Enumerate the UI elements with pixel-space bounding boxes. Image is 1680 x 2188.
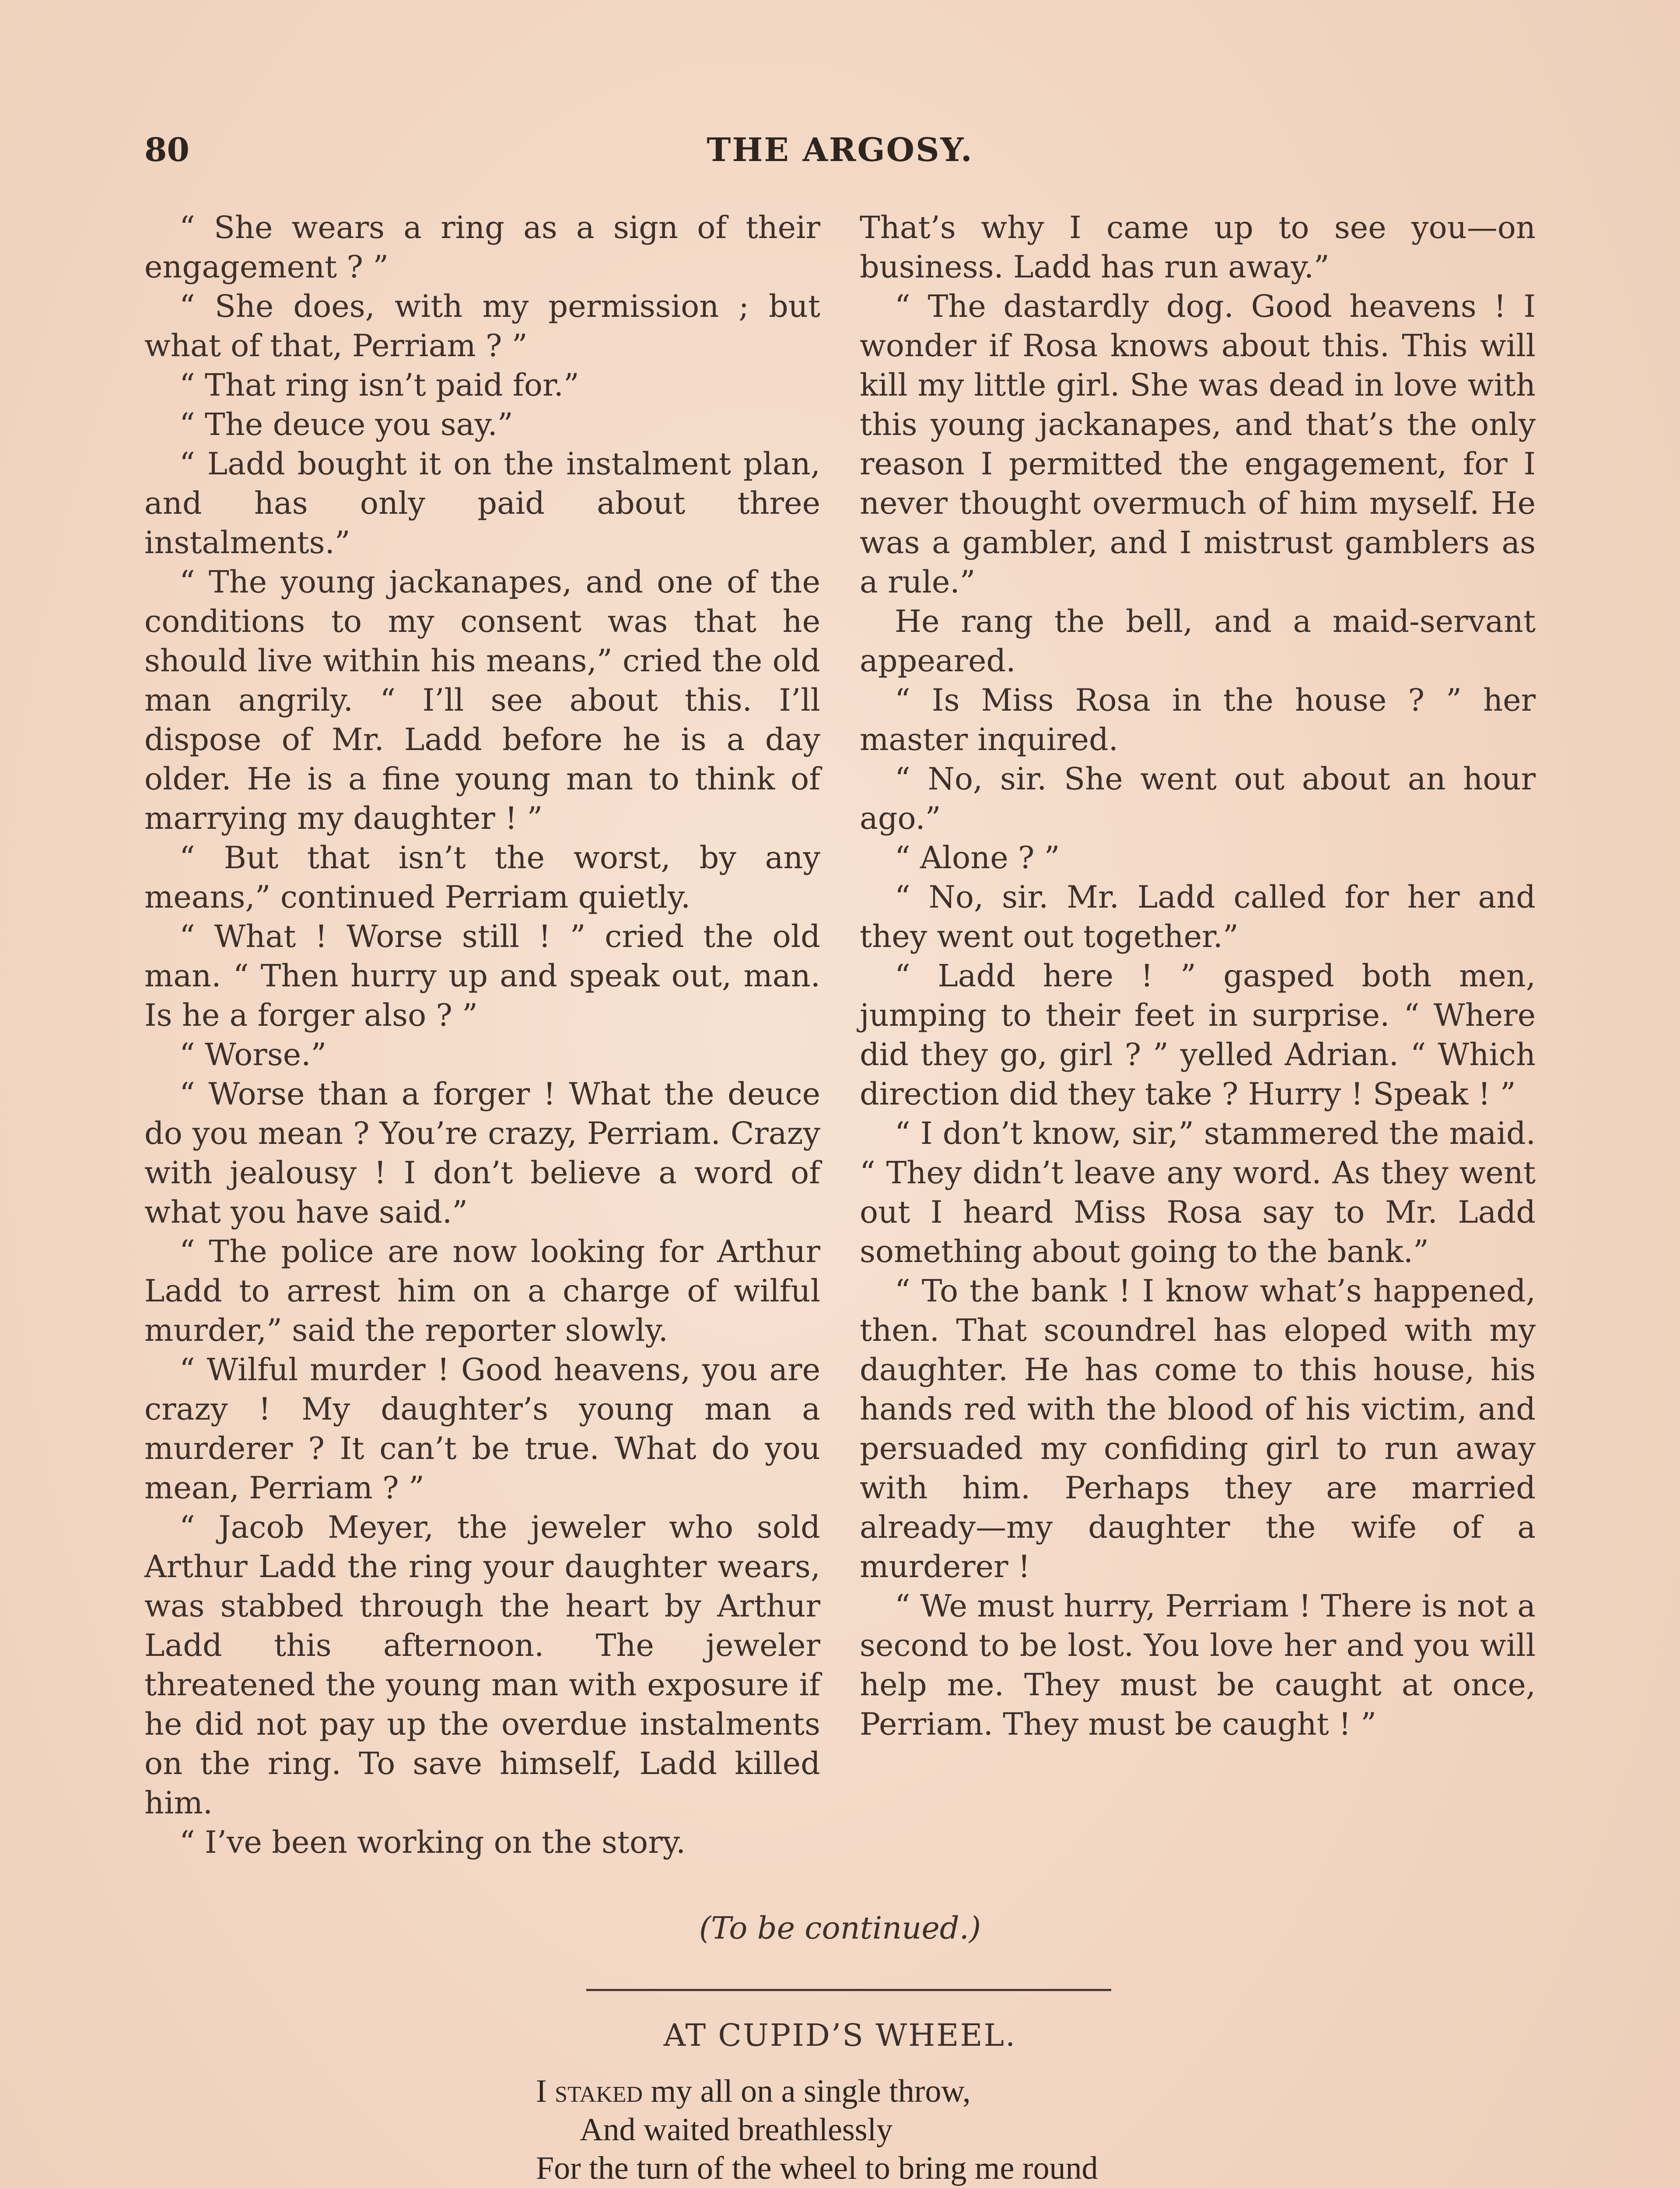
poem-line	[536, 2072, 1323, 2111]
paragraph: “ The young jackanapes, and one of the conditions to my consent was that he should live within his means,” cried the old man angrily. “ I’ll see about this. I’ll dispose of Mr. Ladd before he is a day older. He is a fine young man to think of marrying my daughter ! ”	[144, 564, 820, 836]
paragraph: “ I don’t know, sir,” stammered the maid. “ They didn’t leave any word. As they went out I heard Miss Rosa say to Mr. Ladd something about going to the bank.”	[860, 1115, 1536, 1269]
story-columns	[144, 208, 1536, 1906]
to-be-continued-note: (To be continued.)	[699, 1910, 981, 1946]
journal-title: THE ARGOSY.	[707, 131, 973, 169]
right-column	[860, 208, 1536, 1906]
section-divider	[586, 1989, 1111, 1991]
paragraph: “ The dastardly dog. Good heavens ! I wonder if Rosa knows about this. This will kill my little girl. She was dead in love with this young jackanapes, and that’s the only reason I permitted the engagement, for I never thought overmuch of him myself. He was a gambler, and I mistrust gamblers as a rule.”	[860, 288, 1536, 600]
poem-line: For the turn of the wheel to bring me round	[536, 2150, 1098, 2186]
paragraph-continuation: That’s why I came up to see you—on business. Ladd has run away.”	[860, 210, 1536, 285]
paragraph: “ Is Miss Rosa in the house ? ” her master inquired.	[860, 682, 1536, 757]
paragraph: “ To the bank ! I know what’s happened, then. That scoundrel has eloped with my daughter. He has come to this house, his hands red with the blood of his victim, and persuaded my confiding girl to run away with him. Perhaps they are married already—my daughter the wife of a murderer !	[860, 1273, 1536, 1585]
paragraph: “ What ! Worse still ! ” cried the old man. “ Then hurry up and speak out, man. Is he a forger also ? ”	[144, 919, 820, 1033]
poem-first-words: I staked	[536, 2073, 643, 2109]
paragraph: “ I’ve been working on the story.	[179, 1824, 686, 1860]
paragraph: “ She does, with my permission ; but what of that, Perriam ? ”	[144, 288, 820, 364]
paragraph: “ No, sir. She went out about an hour ago.”	[860, 761, 1536, 836]
paragraph: “ No, sir. Mr. Ladd called for her and they went out together.”	[860, 879, 1536, 954]
paragraph: “ Ladd bought it on the instalment plan, and has only paid about three instalments.”	[144, 446, 820, 561]
poem-line: And waited breathlessly	[580, 2112, 893, 2148]
paragraph: He rang the bell, and a maid-servant appeared.	[860, 603, 1536, 679]
poem-title: AT CUPID’S WHEEL.	[663, 2017, 1017, 2053]
paragraph: “ Wilful murder ! Good heavens, you are crazy ! My daughter’s young man a murderer ? It can’t be true. What do you mean, Perriam ? ”	[144, 1352, 820, 1506]
left-column	[144, 208, 820, 1906]
paragraph: “ Ladd here ! ” gasped both men, jumping to their feet in surprise. “ Where did they go, girl ? ” yelled Adrian. “ Which direction did they take ? Hurry ! Speak ! ”	[860, 958, 1536, 1112]
paragraph: “ Worse than a forger ! What the deuce do you mean ? You’re crazy, Perriam. Crazy with jealousy ! I don’t believe a word of what you have said.”	[144, 1076, 820, 1230]
paragraph: “ She wears a ring as a sign of their engagement ? ”	[144, 210, 820, 285]
paragraph: “ Alone ? ”	[895, 840, 1060, 876]
poem-body	[536, 2072, 1323, 2188]
paragraph: “ Worse.”	[179, 1037, 327, 1073]
paragraph: “ Jacob Meyer, the jeweler who sold Arthur Ladd the ring your daughter wears, was stabbed through the heart by Arthur Ladd this afternoon. The jeweler threatened the young man with exposure if he did not pay up the overdue instalments on the ring. To save himself, Ladd killed him.	[144, 1509, 820, 1821]
paragraph: “ But that isn’t the worst, by any means,” continued Perriam quietly.	[144, 840, 820, 915]
paragraph: “ That ring isn’t paid for.”	[179, 367, 579, 403]
paragraph: “ We must hurry, Perriam ! There is not a second to be lost. You love her and you will help me. They must be caught at once, Perriam. They must be caught ! ”	[860, 1588, 1536, 1742]
poem-first-line-rest: my all on a single throw,	[643, 2073, 971, 2109]
paragraph: “ The police are now looking for Arthur Ladd to arrest him on a charge of wilful murder,” said the reporter slowly.	[144, 1234, 820, 1348]
running-head	[144, 131, 1536, 184]
paragraph: “ The deuce you say.”	[179, 407, 513, 442]
page-number: 80	[144, 131, 189, 169]
